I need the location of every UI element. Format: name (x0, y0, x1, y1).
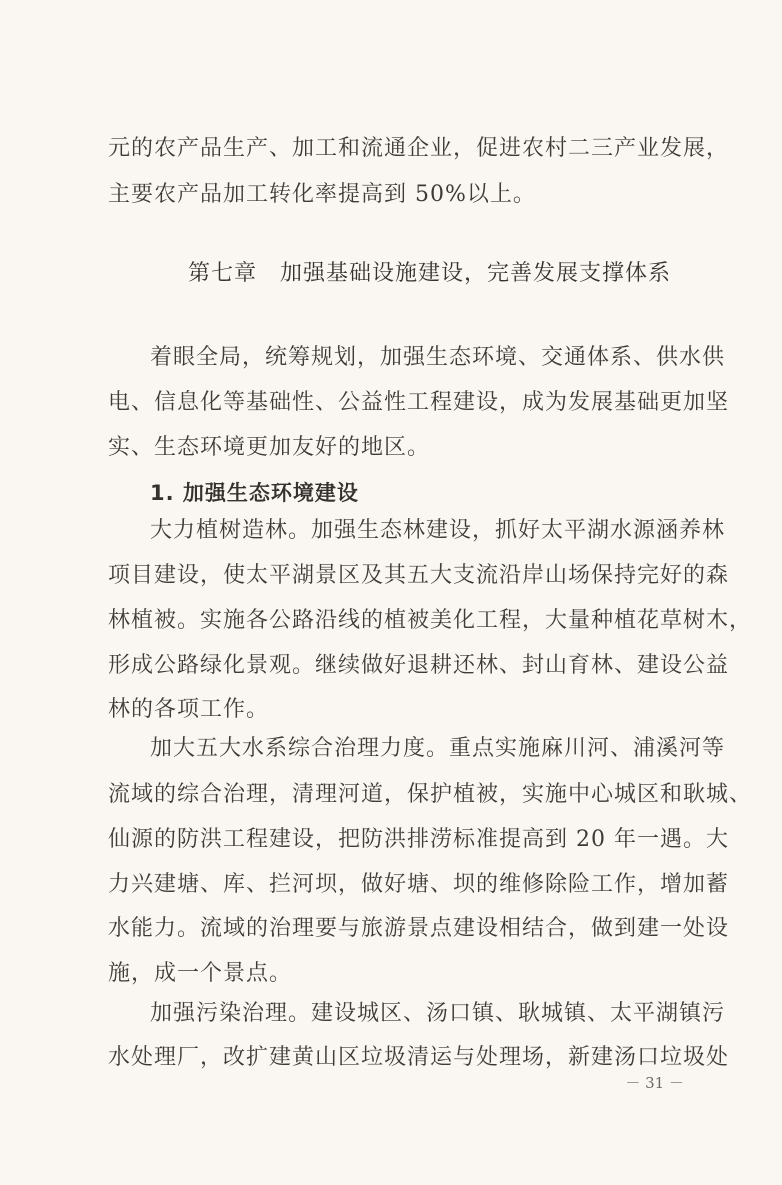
paragraph-1-line-5: 林的各项工作。 (108, 697, 270, 722)
intro-line-3: 实、生态环境更加友好的地区。 (108, 435, 431, 460)
section-heading: 1. 加强生态环境建设 (150, 481, 359, 505)
continuation-line-2: 主要农产品加工转化率提高到 50%以上。 (108, 182, 536, 207)
paragraph-1-line-4: 形成公路绿化景观。继续做好退耕还林、封山育林、建设公益 (108, 653, 730, 678)
paragraph-3-line-1: 加强污染治理。建设城区、汤口镇、耿城镇、太平湖镇污 (150, 1001, 726, 1026)
paragraph-1-line-2: 项目建设，使太平湖景区及其五大支流沿岸山场保持完好的森 (108, 563, 730, 588)
paragraph-3-line-2: 水处理厂，改扩建黄山区垃圾清运与处理场，新建汤口垃圾处 (108, 1045, 730, 1070)
paragraph-2-line-1: 加大五大水系综合治理力度。重点实施麻川河、浦溪河等 (150, 736, 726, 761)
chapter-title: 第七章 加强基础设施建设，完善发展支撑体系 (188, 261, 672, 286)
paragraph-2-line-2: 流域的综合治理，清理河道，保护植被，实施中心城区和耿城、 (108, 782, 753, 807)
intro-line-2: 电、信息化等基础性、公益性工程建设，成为发展基础更加坚 (108, 390, 730, 415)
paragraph-2-line-6: 施，成一个景点。 (108, 961, 293, 986)
paragraph-2-line-4: 力兴建塘、库、拦河坝，做好塘、坝的维修除险工作，增加蓄 (108, 872, 730, 897)
continuation-line-1: 元的农产品生产、加工和流通企业，促进农村二三产业发展， (108, 136, 730, 161)
paragraph-2-line-5: 水能力。流域的治理要与旅游景点建设相结合，做到建一处设 (108, 916, 730, 941)
paragraph-2-line-3: 仙源的防洪工程建设，把防洪排涝标准提高到 20 年一遇。大 (108, 827, 729, 852)
page-number: － 31 － (625, 1074, 684, 1092)
paragraph-1-line-1: 大力植树造林。加强生态林建设，抓好太平湖水源涵养林 (150, 518, 726, 543)
paragraph-1-line-3: 林植被。实施各公路沿线的植被美化工程，大量种植花草树木， (108, 608, 753, 633)
intro-line-1: 着眼全局，统筹规划，加强生态环境、交通体系、供水供 (150, 345, 726, 370)
